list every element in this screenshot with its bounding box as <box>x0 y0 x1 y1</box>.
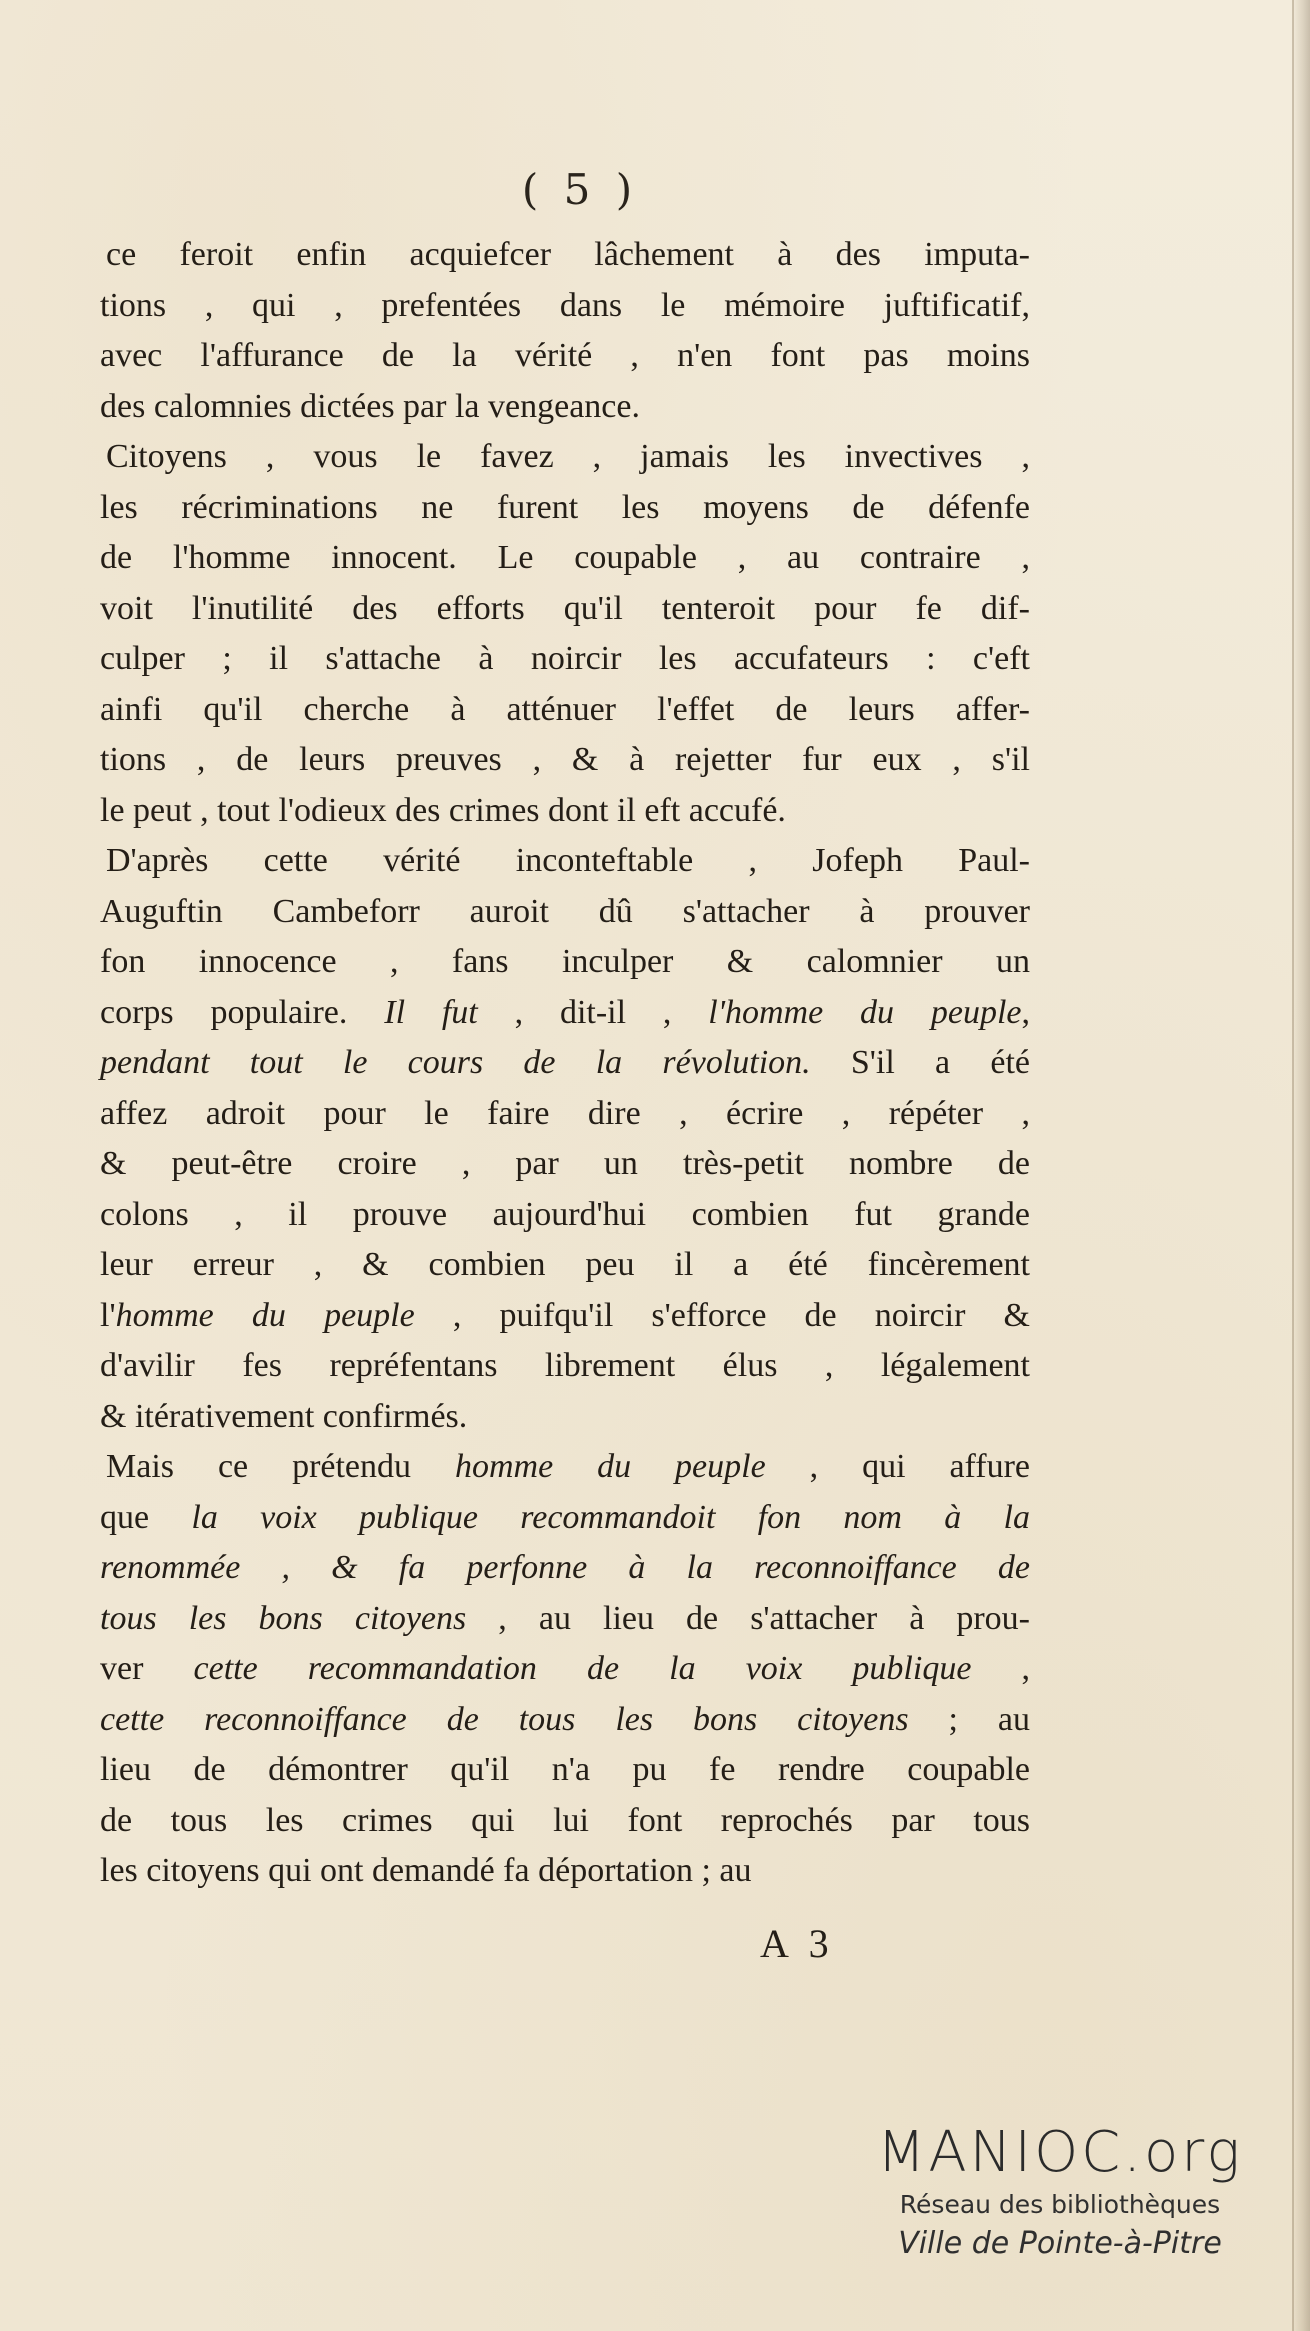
logo-city: Ville de Pointe-à-Pitre <box>898 2226 1222 2261</box>
page-edge-shadow <box>1292 0 1310 2331</box>
page-edge-line <box>1292 0 1294 2331</box>
text-segment: culper ; il s'attache à noircir les accufateurs : c'eft <box>100 640 1030 677</box>
text-line <box>100 382 1030 433</box>
text-line <box>100 1392 1030 1443</box>
text-segment: Citoyens , vous le favez , jamais les invectives , <box>106 438 1030 475</box>
text-line <box>100 584 1030 635</box>
text-line <box>100 1442 1030 1493</box>
text-segment: de l'homme innocent. Le coupable , au contraire , <box>100 539 1030 576</box>
text-segment: voit l'inutilité des efforts qu'il tenteroit pour fe dif- <box>100 589 1030 627</box>
text-line <box>100 1240 1030 1291</box>
text-segment: & itérativement confirmés. <box>100 1397 468 1435</box>
library-logo <box>830 2120 1290 2264</box>
text-segment: l' <box>100 1296 116 1334</box>
text-line <box>100 1745 1030 1796</box>
text-line <box>100 634 1030 685</box>
text-segment: Mais ce prétendu <box>106 1448 455 1485</box>
text-line <box>100 887 1030 938</box>
italic-text: cette reconnoiffance de tous les bons citoyens <box>100 1700 909 1738</box>
text-segment: , <box>971 1650 1031 1687</box>
text-line <box>100 1796 1030 1847</box>
text-segment: fon innocence , fans inculper & calomnier un <box>100 943 1030 980</box>
italic-text: homme du peuple <box>454 1448 766 1485</box>
text-segment: , qui affure <box>765 1448 1030 1485</box>
text-segment: ainfi qu'il cherche à atténuer l'effet de leurs affer- <box>100 690 1030 728</box>
text-line <box>100 685 1030 736</box>
text-segment: & peut-être croire , par un très-petit nombre de <box>100 1145 1030 1182</box>
text-line <box>100 281 1030 332</box>
text-line <box>100 786 1030 837</box>
text-segment: , dit-il , <box>477 993 709 1031</box>
italic-text: renommée , & fa perfonne à la reconnoiffance de <box>100 1549 1030 1586</box>
text-line <box>100 230 1030 281</box>
text-segment: lieu de démontrer qu'il n'a pu fe rendre coupable <box>100 1751 1030 1788</box>
text-segment: colons , il prouve aujourd'hui combien fut grande <box>100 1195 1030 1233</box>
text-segment: affez adroit pour le faire dire , écrire , répéter , <box>100 1094 1030 1132</box>
text-segment: ; au <box>908 1700 1030 1738</box>
body-text <box>100 230 1030 1897</box>
text-segment: tions , de leurs preuves , & à rejetter fur eux , s'il <box>100 741 1030 778</box>
logo-brand: MANIOC.org <box>877 2120 1243 2185</box>
text-line <box>100 937 1030 988</box>
italic-text: Il fut <box>384 993 478 1031</box>
text-line <box>100 988 1030 1039</box>
text-segment: des calomnies dictées par la vengeance. <box>100 387 640 425</box>
text-segment: le peut , tout l'odieux des crimes dont il eft accufé. <box>100 791 786 829</box>
text-segment: les citoyens qui ont demandé fa déportation ; au <box>100 1852 752 1889</box>
text-segment: , puifqu'il s'efforce de noircir & <box>414 1296 1031 1334</box>
text-segment: , <box>1021 993 1031 1031</box>
text-segment: de tous les crimes qui lui font reprochés par tous <box>100 1801 1030 1839</box>
italic-text: pendant tout le cours de la révolution. <box>100 1044 811 1081</box>
text-line <box>100 1543 1030 1594</box>
text-line <box>100 1190 1030 1241</box>
text-line <box>100 1644 1030 1695</box>
logo-network: Réseau des bibliothèques <box>899 2190 1221 2219</box>
italic-text: tous les bons citoyens <box>100 1599 467 1637</box>
text-segment: D'après cette vérité inconteftable , Jofeph Paul- <box>106 842 1030 879</box>
page-number: ( 5 ) <box>521 165 639 214</box>
text-line <box>100 1038 1030 1089</box>
text-segment: ver <box>100 1650 194 1687</box>
text-line <box>100 1695 1030 1746</box>
italic-text: l'homme du peuple <box>708 993 1022 1031</box>
text-line <box>100 1139 1030 1190</box>
text-line <box>100 331 1030 382</box>
text-segment: tions , qui , prefentées dans le mémoire juftificatif, <box>100 286 1030 324</box>
text-line <box>100 1493 1030 1544</box>
text-segment: d'avilir fes repréfentans librement élus , légalement <box>100 1347 1030 1384</box>
text-segment: leur erreur , & combien peu il a été fincèrement <box>100 1246 1030 1283</box>
text-segment: S'il a été <box>810 1044 1030 1081</box>
signature-mark: A 3 <box>760 1921 835 1966</box>
text-segment: Auguftin Cambeforr auroit dû s'attacher à prouver <box>100 892 1030 930</box>
text-segment: avec l'affurance de la vérité , n'en font pas moins <box>100 337 1030 374</box>
text-line <box>100 1341 1030 1392</box>
text-line <box>100 1846 1030 1897</box>
text-segment: , au lieu de s'attacher à prou- <box>466 1599 1030 1637</box>
text-segment: corps populaire. <box>100 993 385 1031</box>
text-segment: les récriminations ne furent les moyens de défenfe <box>100 488 1030 526</box>
italic-text: la voix publique recommandoit fon nom à la <box>191 1498 1030 1536</box>
text-line <box>100 533 1030 584</box>
text-line <box>100 1291 1030 1342</box>
text-line <box>100 735 1030 786</box>
text-segment: que <box>100 1498 192 1536</box>
text-line <box>100 836 1030 887</box>
text-line <box>100 432 1030 483</box>
text-line <box>100 1594 1030 1645</box>
text-line <box>100 1089 1030 1140</box>
text-segment: ce feroit enfin acquiefcer lâchement à des imputa- <box>106 236 1030 273</box>
text-line <box>100 483 1030 534</box>
italic-text: homme du peuple <box>115 1296 415 1334</box>
italic-text: cette recommandation de la voix publique <box>193 1650 972 1687</box>
